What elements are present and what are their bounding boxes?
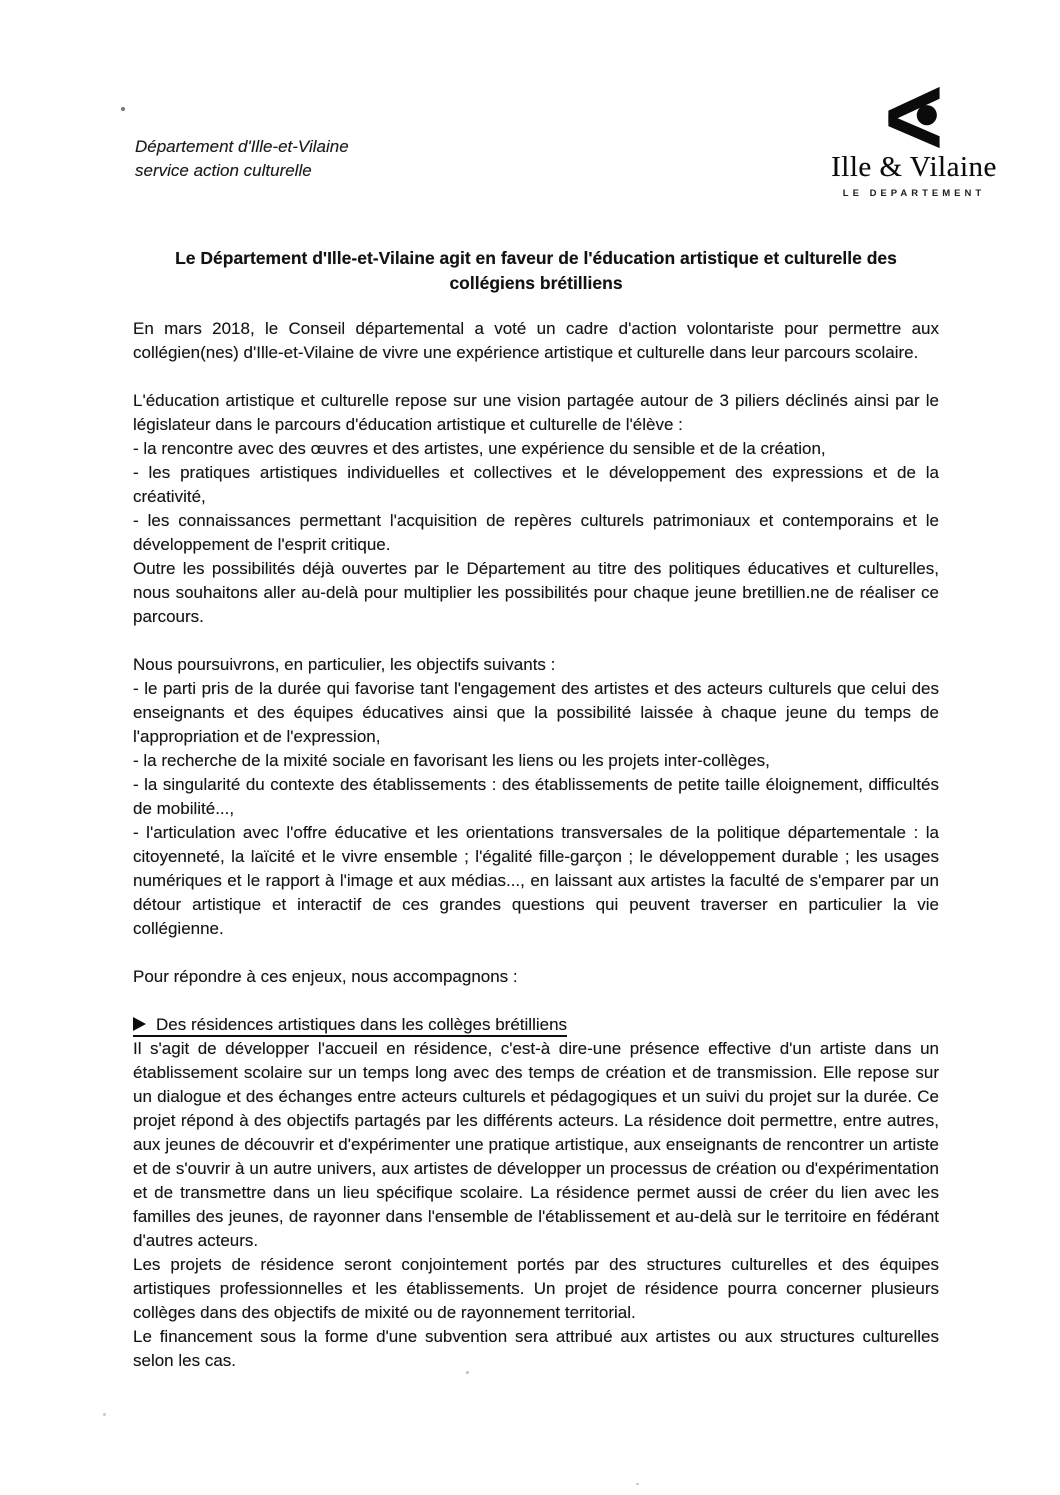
paragraph: Il s'agit de développer l'accueil en résidence, c'est-à dire-une présence effective d'un artiste dans un établissement scolaire sur un temps long avec des temps de création et de transmission. Elle repose sur un dialogue et des échanges entre acteurs culturels et pédagogiques et un suivi du projet sur la durée. Ce projet répond à des objectifs partagés par les différents acteurs. La résidence doit permettre, entre autres, aux jeunes de découvrir et d'expérimenter une pratique artistique, aux enseignants de rencontrer un artiste et de s'ouvrir à un autre univers, aux artistes de développer un processus de création ou d'expérimentation et de transmettre dans un lieu spécifique scolaire. La résidence permet aussi de créer du lien avec les familles des jeunes, de rayonner dans l'ensemble de l'établissement et au-delà sur le territoire en fédérant d'autres acteurs.	[133, 1039, 939, 1250]
paragraph: Pour répondre à ces enjeux, nous accompagnons :	[133, 967, 518, 986]
document-body	[133, 317, 939, 1373]
list-item: - les connaissances permettant l'acquisition de repères culturels patrimoniaux et contemporains et le développement de l'esprit critique.	[133, 511, 939, 554]
list-item: - l'articulation avec l'offre éducative et les orientations transversales de la politique départementale : la citoyenneté, la laïcité et le vivre ensemble ; l'égalité fille-garçon ; le développement durable ; les usages numériques et le rapport à l'image et aux médias..., en laissant aux artistes la faculté de s'emparer par un détour artistique et interactif de ces grandes questions qui peuvent traverser en particulier la vie collégienne.	[133, 823, 939, 938]
list-item: - la recherche de la mixité sociale en favorisant les liens ou les projets inter-collèges,	[133, 751, 770, 770]
sender-department: Département d'Ille-et-Vilaine	[135, 137, 349, 156]
paragraph: En mars 2018, le Conseil départemental a voté un cadre d'action volontariste pour permettre aux collégien(nes) d'Ille-et-Vilaine de vivre une expérience artistique et culturelle dans leur parcours scolaire.	[133, 319, 939, 362]
list-item: - les pratiques artistiques individuelles et collectives et le développement des expressions et de la créativité,	[133, 463, 939, 506]
scan-speck	[103, 1413, 106, 1416]
scan-speck	[636, 1483, 639, 1485]
section-heading-text: Des résidences artistiques dans les collèges brétilliens	[156, 1015, 568, 1034]
list-item: - le parti pris de la durée qui favorise tant l'engagement des artistes et des acteurs culturels que celui des enseignants et des équipes éducatives ainsi que la possibilité laissée à chaque jeune du temps de l'appropriation et de l'expression,	[133, 679, 939, 746]
ille-et-vilaine-logo	[831, 85, 997, 199]
list-item: - la singularité du contexte des établissements : des établissements de petite taille éloignement, difficultés de mobilité...,	[133, 775, 939, 818]
paragraph: Le financement sous la forme d'une subvention sera attribué aux artistes ou aux structures culturelles selon les cas.	[133, 1327, 939, 1370]
sender-service: service action culturelle	[135, 161, 312, 180]
paragraph: Outre les possibilités déjà ouvertes par le Département au titre des politiques éducatives et culturelles, nous souhaitons aller au-delà pour multiplier les possibilités pour chaque jeune bretillien.ne de réaliser ce parcours.	[133, 559, 939, 626]
logo-brand-text: Ille & Vilaine	[831, 151, 997, 183]
logo-tagline-text: LE DEPARTEMENT	[842, 188, 986, 199]
document-title: Le Département d'Ille-et-Vilaine agit en faveur de l'éducation artistique et culturelle des collégiens brétilliens	[175, 248, 897, 293]
ille-et-vilaine-logo-mark-icon	[884, 85, 944, 149]
paragraph: Nous poursuivrons, en particulier, les objectifs suivants :	[133, 655, 556, 674]
paragraph: L'éducation artistique et culturelle repose sur une vision partagée autour de 3 piliers déclinés ainsi par le législateur dans le parcours d'éducation artistique et culturelle de l'élève :	[133, 391, 939, 434]
section-heading	[133, 1013, 939, 1037]
paragraph: Les projets de résidence seront conjointement portés par des structures culturelles et des équipes artistiques professionnelles et les établissements. Un projet de résidence pourra concerner plusieurs collèges dans des objectifs de mixité ou de rayonnement territorial.	[133, 1255, 939, 1322]
list-item: - la rencontre avec des œuvres et des artistes, une expérience du sensible et de la création,	[133, 439, 826, 458]
letterhead	[135, 85, 997, 199]
scan-speck	[466, 1371, 469, 1374]
section-heading-underline	[133, 1015, 567, 1037]
arrow-bullet-icon	[133, 1017, 146, 1031]
sender-block	[135, 135, 349, 183]
scan-speck	[121, 107, 125, 111]
